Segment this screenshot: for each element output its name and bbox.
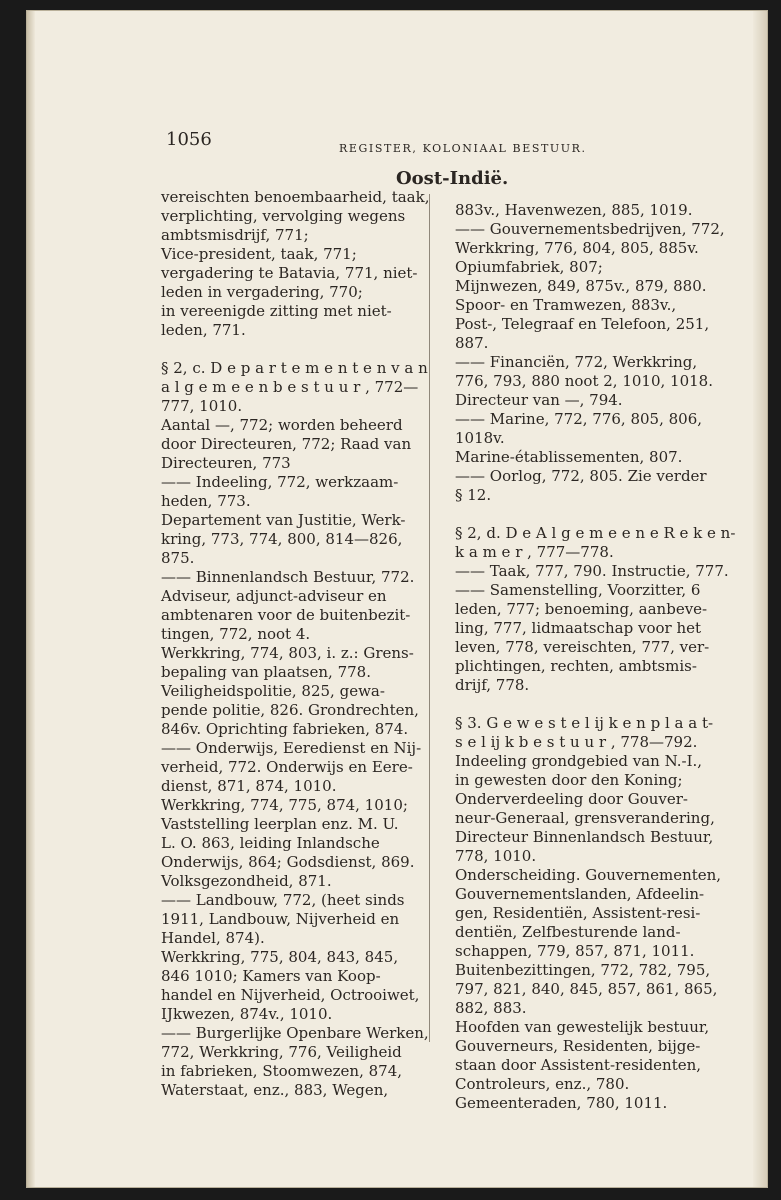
text-line: 1911, Landbouw, Nijverheid en xyxy=(161,910,400,928)
text-line: —— Oorlog, 772, 805. Zie verder xyxy=(455,467,707,485)
text-line: § 2, c. D e p a r t e m e n t e n v a n xyxy=(161,359,428,377)
text-line: ambtsmisdrijf, 771; xyxy=(161,226,309,244)
text-line: Hoofden van gewestelijk bestuur, xyxy=(455,1018,710,1036)
text-line: Directeuren, 773 xyxy=(161,454,291,472)
text-line: 797, 821, 840, 845, 857, 861, 865, xyxy=(455,980,718,998)
text-line: Mijnwezen, 849, 875v., 879, 880. xyxy=(455,277,707,295)
text-line: 778, 1010. xyxy=(455,847,537,865)
paragraph-gap xyxy=(455,505,735,524)
text-line: 772, Werkkring, 776, Veiligheid xyxy=(161,1043,402,1061)
text-line: s e l ij k b e s t u u r , 778—792. xyxy=(455,733,698,751)
text-line: —— Binnenlandsch Bestuur, 772. xyxy=(161,568,415,586)
text-line: in vereenigde zitting met niet- xyxy=(161,302,392,320)
text-line: Werkkring, 774, 803, i. z.: Grens- xyxy=(161,644,414,662)
paragraph-gap xyxy=(455,695,735,714)
text-line: heden, 773. xyxy=(161,492,251,510)
text-line: Directeur Binnenlandsch Bestuur, xyxy=(455,828,714,846)
page-gutter-shadow xyxy=(27,11,35,1187)
text-line: Aantal —, 772; worden beheerd xyxy=(161,416,403,434)
text-line: Vice-president, taak, 771; xyxy=(161,245,357,263)
text-line: Marine-établissementen, 807. xyxy=(455,448,683,466)
text-line: 1018v. xyxy=(455,429,505,447)
text-line: —— Taak, 777, 790. Instructie, 777. xyxy=(455,562,729,580)
text-line: k a m e r , 777—778. xyxy=(455,543,614,561)
text-line: handel en Nijverheid, Octrooiwet, xyxy=(161,986,420,1004)
text-line: Werkkring, 774, 775, 874, 1010; xyxy=(161,796,408,814)
text-line: gen, Residentiën, Assistent-resi- xyxy=(455,904,701,922)
text-line: Waterstaat, enz., 883, Wegen, xyxy=(161,1081,389,1099)
text-line: tingen, 772, noot 4. xyxy=(161,625,311,643)
text-line: leden, 777; benoeming, aanbeve- xyxy=(455,600,708,618)
text-line: staan door Assistent-residenten, xyxy=(455,1056,702,1074)
text-line: 776, 793, 880 noot 2, 1010, 1018. xyxy=(455,372,713,390)
section-title: Oost-Indië. xyxy=(396,168,509,189)
text-line: schappen, 779, 857, 871, 1011. xyxy=(455,942,695,960)
text-line: door Directeuren, 772; Raad van xyxy=(161,435,412,453)
text-line: in fabrieken, Stoomwezen, 874, xyxy=(161,1062,403,1080)
text-line: verheid, 772. Onderwijs en Eere- xyxy=(161,758,413,776)
text-line: 846 1010; Kamers van Koop- xyxy=(161,967,381,985)
text-line: Gouvernementslanden, Afdeelin- xyxy=(455,885,705,903)
text-line: —— Landbouw, 772, (heet sinds xyxy=(161,891,405,909)
page-number: 1056 xyxy=(166,129,212,150)
text-line: Werkkring, 776, 804, 805, 885v. xyxy=(455,239,699,257)
text-line: Werkkring, 775, 804, 843, 845, xyxy=(161,948,399,966)
text-line: Directeur van —, 794. xyxy=(455,391,623,409)
text-line: vereischten benoembaarheid, taak, xyxy=(161,188,430,206)
text-line: IJkwezen, 874v., 1010. xyxy=(161,1005,333,1023)
text-line: § 3. G e w e s t e l ij k e n p l a a t- xyxy=(455,714,714,732)
text-line: Handel, 874). xyxy=(161,929,265,947)
text-line: pende politie, 826. Grondrechten, xyxy=(161,701,419,719)
paragraph-gap xyxy=(161,340,429,359)
text-line: Veiligheidspolitie, 825, gewa- xyxy=(161,682,385,700)
text-line: dienst, 871, 874, 1010. xyxy=(161,777,337,795)
left-column xyxy=(161,188,429,1100)
text-line: ambtenaren voor de buitenbezit- xyxy=(161,606,411,624)
text-line: Onderwijs, 864; Godsdienst, 869. xyxy=(161,853,415,871)
text-line: verplichting, vervolging wegens xyxy=(161,207,406,225)
text-line: neur-Generaal, grensverandering, xyxy=(455,809,715,827)
text-line: 887. xyxy=(455,334,489,352)
text-line: leven, 778, vereischten, 777, ver- xyxy=(455,638,710,656)
text-line: —— Financiën, 772, Werkkring, xyxy=(455,353,698,371)
text-line: 883v., Havenwezen, 885, 1019. xyxy=(455,201,693,219)
text-line: Volksgezondheid, 871. xyxy=(161,872,332,890)
text-line: bepaling van plaatsen, 778. xyxy=(161,663,371,681)
text-line: —— Indeeling, 772, werkzaam- xyxy=(161,473,399,491)
text-line: —— Burgerlijke Openbare Werken, xyxy=(161,1024,429,1042)
text-line: Buitenbezittingen, 772, 782, 795, xyxy=(455,961,711,979)
text-line: drijf, 778. xyxy=(455,676,530,694)
text-line: in gewesten door den Koning; xyxy=(455,771,683,789)
text-line: dentiën, Zelfbesturende land- xyxy=(455,923,681,941)
text-line: ling, 777, lidmaatschap voor het xyxy=(455,619,702,637)
text-line: a l g e m e e n b e s t u u r , 772— xyxy=(161,378,419,396)
text-line: plichtingen, rechten, ambtsmis- xyxy=(455,657,697,675)
text-line: leden in vergadering, 770; xyxy=(161,283,363,301)
text-line: 882, 883. xyxy=(455,999,527,1017)
text-line: Adviseur, adjunct-adviseur en xyxy=(161,587,387,605)
text-line: Onderscheiding. Gouvernementen, xyxy=(455,866,722,884)
text-line: —— Onderwijs, Eeredienst en Nij- xyxy=(161,739,422,757)
text-line: Departement van Justitie, Werk- xyxy=(161,511,406,529)
text-line: Vaststelling leerplan enz. M. U. xyxy=(161,815,399,833)
page-edge-shadow xyxy=(753,11,767,1187)
running-title: REGISTER, KOLONIAAL BESTUUR. xyxy=(339,142,587,155)
text-line: 846v. Oprichting fabrieken, 874. xyxy=(161,720,409,738)
text-line: vergadering te Batavia, 771, niet- xyxy=(161,264,418,282)
text-line: Onderverdeeling door Gouver- xyxy=(455,790,688,808)
text-line: 777, 1010. xyxy=(161,397,243,415)
text-line: —— Marine, 772, 776, 805, 806, xyxy=(455,410,703,428)
text-line: Indeeling grondgebied van N.-I., xyxy=(455,752,703,770)
text-line: —— Samenstelling, Voorzitter, 6 xyxy=(455,581,701,599)
book-page xyxy=(26,10,768,1188)
text-line: leden, 771. xyxy=(161,321,246,339)
text-line: § 2, d. D e A l g e m e e n e R e k e n- xyxy=(455,524,736,542)
text-line: Gouverneurs, Residenten, bijge- xyxy=(455,1037,701,1055)
text-line: L. O. 863, leiding Inlandsche xyxy=(161,834,380,852)
text-line: Spoor- en Tramwezen, 883v., xyxy=(455,296,677,314)
text-line: Gemeenteraden, 780, 1011. xyxy=(455,1094,668,1112)
text-line: 875. xyxy=(161,549,195,567)
right-column xyxy=(455,201,735,1113)
text-line: —— Gouvernementsbedrijven, 772, xyxy=(455,220,725,238)
text-line: § 12. xyxy=(455,486,492,504)
text-line: kring, 773, 774, 800, 814—826, xyxy=(161,530,403,548)
text-line: Opiumfabriek, 807; xyxy=(455,258,603,276)
text-line: Post-, Telegraaf en Telefoon, 251, xyxy=(455,315,710,333)
text-line: Controleurs, enz., 780. xyxy=(455,1075,630,1093)
